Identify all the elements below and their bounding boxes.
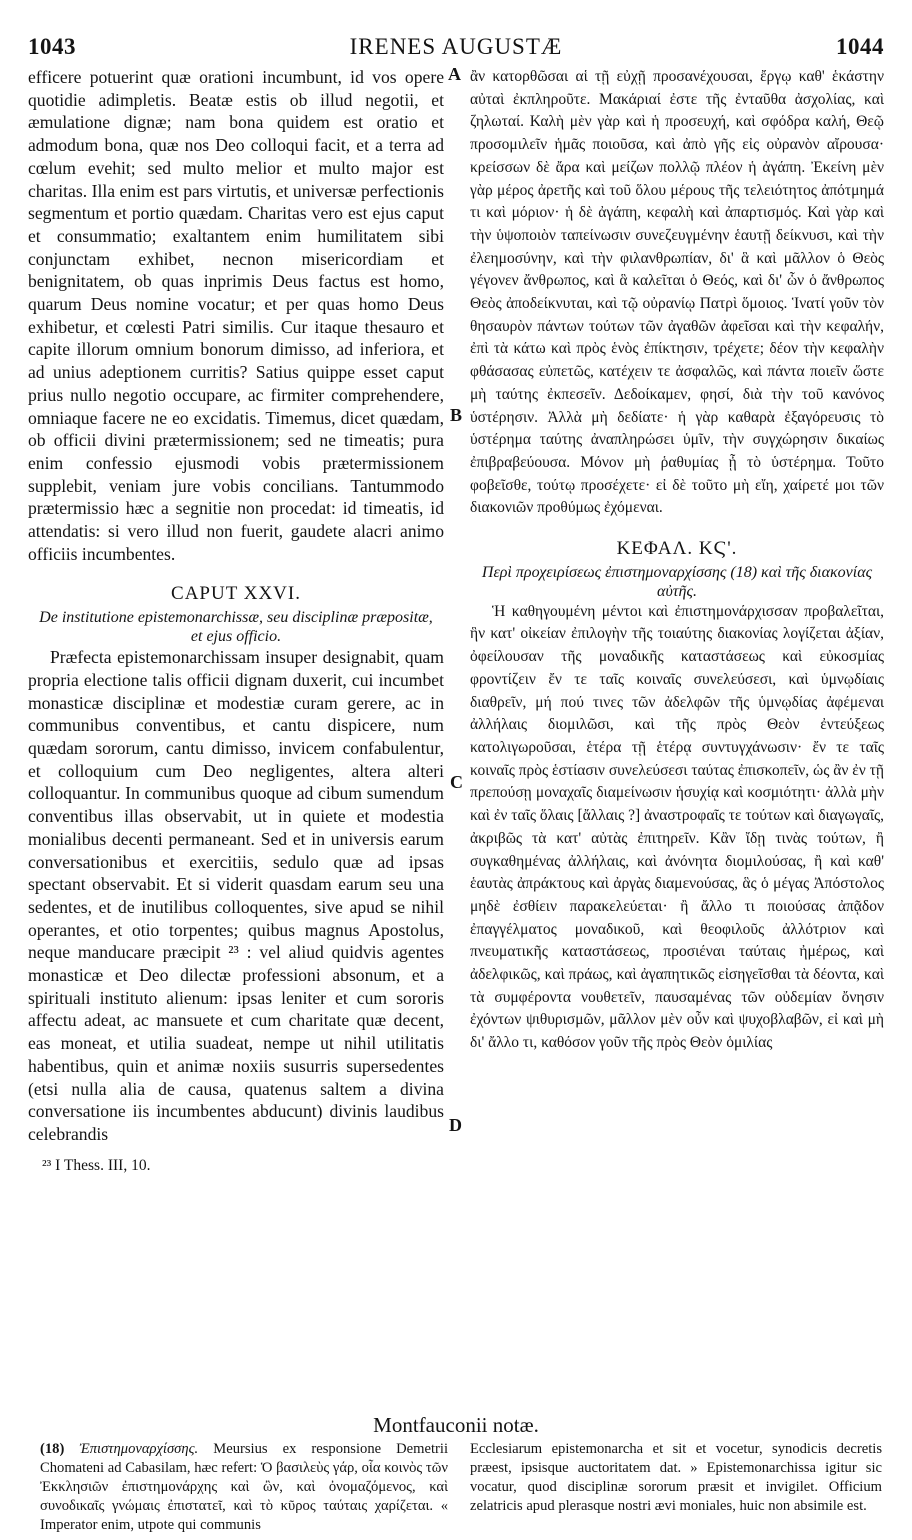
margin-letter-a: A — [448, 64, 461, 84]
margin-letter-d: D — [449, 1115, 462, 1135]
latin-paragraph-1: efficere potuerint quæ orationi incumbunt, id vos opere quotidie adimpletis. Beatæ estis ob illud negotii, et æmulatione dignæ; nam bona quidem est oratio et admodum bona, quæ nos Deo colloqui facit, et a terra ad cœlum evehit; sed multo melior et multo major est charitas. Illa enim est pars virtutis, et universæ perfectionis segmentum et portio quædam. Charitas vero est ejus caput et consummatio; exaltantem enim humilitatem sibi conjunctam exhibet, necnon misericordiam et benignitatem, ob quas inprimis Deus factus est homo, quarum Deus nomine vocatur; et per quas homo Deus exhibetur, et cœlesti Patri similis. Cur itaque thesauro et capite illorum omnium bonorum dimisso, ad inferiora, et ad unius adeptionem curritis? Satius quippe esset caput prius nullo negotio occupare, ac firmiter comprehendere, omniaque facere ne eo excidatis. Timemus, dicet quædam, ob officii divini prætermissionem; sed ne timeatis; pura enim confessio ejusmodi vobis prætermissionem supplebit, veniam jure vobis concilians. Tantummodo prætermissio hæc a segnitie non procedat: id timeatis, id attendatis: si vero illud non fuerit, gaudete alacri animo officiis incumbentes. — [28, 67, 444, 564]
margin-letter-c: C — [450, 772, 463, 792]
greek-paragraph-1: ἂν κατορθῶσαι αἱ τῇ εὐχῇ προσανέχουσαι, ἔργῳ καθ' ἑκάστην αὐταὶ ἐκπληροῦτε. Μακάριαί ἐστε τῆς ἐνταῦθα ἀσχολίας, καὶ ζηλωταί. Καλὴ μὲν γὰρ καὶ ἡ προσευχή, καὶ σφόδρα καλή, Θεῷ προσομιλεῖν ἡμᾶς ποιοῦσα, καὶ ἀπὸ γῆς εἰς οὐρανὸν αἴρουσα· κρείσσων δὲ ἄρα καὶ μείζων πολλῷ πλέον ἡ ἀγάπη. Ἐκείνη μὲν γὰρ μέρος ἀρετῆς καὶ τοῦ ὅλου μέρους τῆς τελειότητος ἀπότμημά τι καὶ μόριον· ἡ δὲ ἀγάπη, κεφαλὴ καὶ ἀπαρτισμός. Καὶ γὰρ καὶ τὴν ὑψοποιὸν ταπείνωσιν συνεζευγμένην ἑαυτῇ δείκνυσι, καὶ τὴν ἐλεημοσύνην, καὶ τὴν φιλανθρωπίαν, δι' ἃ καὶ μᾶλλον ὁ Θεὸς γέγονεν ἄνθρωπος, καὶ ἃ καλεῖται ὁ Θεός, καὶ δι' ὧν ὁ ἄνθρωπος Θεὸς ἀποδείκνυται, καὶ τῷ οὐρανίῳ Πατρὶ ὅμοιος. Ἱνατί γοῦν τὸν θησαυρὸν πάντων τούτων τῶν ἀγαθῶν ἀφεῖσαι καὶ τὴν κεφαλήν, ἐπὶ τὰ κάτω καὶ πρὸς ἑνὸς ἐπίκτησιν, τρέχετε; δέον τὴν κεφαλὴν φθάσασας εὐπετῶς, κατέχειν τε ἀσφαλῶς, καὶ πάντα ποιεῖν ὥστε μὴ ταύτης ἐκπεσεῖν. Δεδοίκαμεν, φησί, διὰ τὴν τοῦ κανόνος ὑστέρησιν. Ἀλλὰ μὴ δεδίατε· ἡ γὰρ καθαρὰ ἐξαγόρευσις τὸ ὑστέρημα ταύτης ἀναπληρώσει ὑμῖν, τὴν συγχώρησιν δικαίως ἐπιβραβεύουσα. Μόνον μὴ ῥαθυμίας ᾖ τὸ ὑστέρημα. Τοῦτο φοβεῖσθε, τούτῳ προσέχετε· εἰ δὲ τοῦτο μὴ εἴη, χαίρετέ μοι τῶν διακονιῶν προθύμως ἐχόμεναι. — [470, 68, 884, 517]
greek-paragraph-2: Ἡ καθηγουμένη μέντοι καὶ ἐπιστημονάρχισσαν προβαλεῖται, ἣν κατ' οἰκείαν ἐπιλογὴν τῆς τοιαύτης διακονίας λογίζεται ἀξίαν, ὀφείλουσαν τῆς μοναδικῆς καταστάσεως καὶ εὐκοσμίας φροντίζειν ἔν τε ταῖς κοιναῖς συνελεύσεσι, καὶ ὑμνῳδίαις διαθρεῖν, μή πού τινες τῶν ἀδελφῶν τῆς ὑμνῳδίας ἀφέμεναι ἀλλήλαις διομιλῶσι, καὶ τῆς πρὸς Θεὸν ἐντεύξεως κατολιγωροῦσαι, ἑτέρα τῇ ἑτέρᾳ συντυγχάνωσιν· ἔν τε ταῖς κοιναῖς πρὸς ἑστίασιν συνελεύσεσι ταύτας ἐπισκοπεῖν, ὡς ἂν ἐν τῇ πρεπούσῃ μοναχαῖς διαμείνωσιν ἡσυχίᾳ καὶ κοσμιότητι· ἀλλὰ μὴν καὶ ἐν ταῖς ὅλαις [ἄλλαις ?] ἀναστροφαῖς τε τούτων καὶ διαγωγαῖς, ἀκριβῶς τὰ κατ' αὐτὰς ἐπιτηρεῖν. Κἂν ἴδῃ τινὰς τούτων, ἢ συγκαθημένας ἀλλήλαις, καὶ ἀνόνητα διομιλούσας, ἢ καὶ καθ' ἑαυτὰς ἀπράκτους καὶ ἀργὰς διαμενούσας, ἃς ὁ μέγας Ἀπόστολος μηδὲ ἐσθίειν παρακελεύεται· ἢ ἄλλο τι ποιούσας ἀπᾷδον ἐπαγγέλματος μοναδικοῦ, καὶ θεοφιλοῦς ἀλλότριον καὶ πνευματικῆς καταστάσεως, προσιέναι ταύταις ἠμέρως, καὶ ἀδελφικῶς, καὶ πράως, καὶ ἀγαπητικῶς εἰσηγεῖσθαι τὰ δέοντα, καὶ τὰ συμφέροντα νουθετεῖν, παυσαμένας τῶν οὐδεμίαν ὄνησιν ἐχόντων ψιθυρισμῶν, μᾶλλον μὲν οὖν καὶ ψυχοβλαβῶν, εἰ καὶ μὴ δι' ἄλλο τι, καθόσον γοῦν τῆς πρὸς Θεὸν ὁμιλίας — [470, 602, 885, 1052]
page-number-right: 1044 — [836, 34, 884, 59]
greek-chapter-title: Περὶ προχειρίσεως ἐπιστημοναρχίσσης (18) καὶ τῆς διακονίας αὐτῆς. — [481, 563, 873, 600]
latin-chapter-heading — [28, 583, 444, 646]
note-left-text: Meursius ex responsione Demetrii Chomateni ad Cabasilam, hæc refert: Ὁ βασιλεὺς γάρ, οἷα κοινὸς τῶν Ἐκκλησιῶν ἐπιστημονάρχης καὶ ὢν, καὶ ὀνομαζόμενος, καὶ συνοδικαῖς γνώμαις ἐπιστατεῖ, καὶ τὸ κῦρος ταύταις χαρίζεται. « Imperator enim, utpote qui communis — [40, 1441, 449, 1533]
greek-chapter-heading — [470, 538, 884, 601]
note-greek-term: Ἐπιστημοναρχίσσης. — [79, 1441, 199, 1457]
latin-chapter-number: CAPUT XXVI. — [171, 583, 301, 605]
latin-chapter-title: De institutione epistemonarchissæ, seu disciplinæ præpositæ, et ejus officio. — [39, 609, 433, 646]
running-title: IRENES AUGUSTÆ — [349, 34, 563, 59]
footnote: ²³ I Thess. III, 10. — [42, 1156, 151, 1174]
note-right-text: Ecclesiarum epistemonarcha et sit et vocetur, synodicis decretis præest, ipsisque auctoritatem dat. » Epistemonarchissa igitur sic vocatur, quod disciplinæ sororum præsit et invigilet. Officium zelatricis apud plerasque nostri ævi moniales, huic non absimile est. — [470, 1441, 882, 1514]
latin-paragraph-2: Præfecta epistemonarchissam insuper designabit, quam propria electione talis officii dignam duxerit, cui incumbet monasticæ disciplinæ et modestiæ curam gerere, ac in communibus conventibus, et cantu dispicere, num quædam sororum, cantu dimisso, invicem confabulentur, et colloquium cum Deo negligentes, altera alteri colloquantur. In communibus quoque ad cibum sumendum conventibus illas observabit, ut in quiete et modestia monialibus decenti permaneant. Sed et in universis earum conversationibus et exercitiis, sedulo quæ ad ipsas spectant observabit. Et si viderit quasdam earum seu una sedentes, et de inutilibus colloquentes, sive apud se nihil operantes, et otio torpentes; quibus magnus Apostolus, neque manducare præcipit ²³ : vel aliud quidvis agentes monasticæ et Deo dilectæ professioni absonum, et a spirituali instituto alienum: ipsas leniter et cum sororis affectu adeat, ac mansuete et cum charitate quæ decent, eas moneat, et utilia suadeat, nempe ut nihil utilitatis habentibus, quin et animæ noxiis susurris supersedentes (etsi nulla alia de causa, quatenus saltem a divina conversatione iis incumbentes abducunt) divinis laudibus celebrandis — [28, 647, 444, 1144]
greek-chapter-number: ΚΕΦΑΛ. ΚϚ'. — [616, 538, 738, 560]
margin-letter-b: B — [450, 405, 463, 425]
notes-heading: Montfauconii notæ. — [373, 1413, 539, 1437]
page-number-left: 1043 — [28, 34, 76, 59]
notes-right-column — [470, 1440, 882, 1516]
running-head — [28, 34, 884, 64]
notes-left-column — [40, 1440, 448, 1535]
greek-column — [470, 66, 884, 1055]
note-number: (18) — [40, 1441, 65, 1457]
latin-column — [28, 66, 444, 1176]
